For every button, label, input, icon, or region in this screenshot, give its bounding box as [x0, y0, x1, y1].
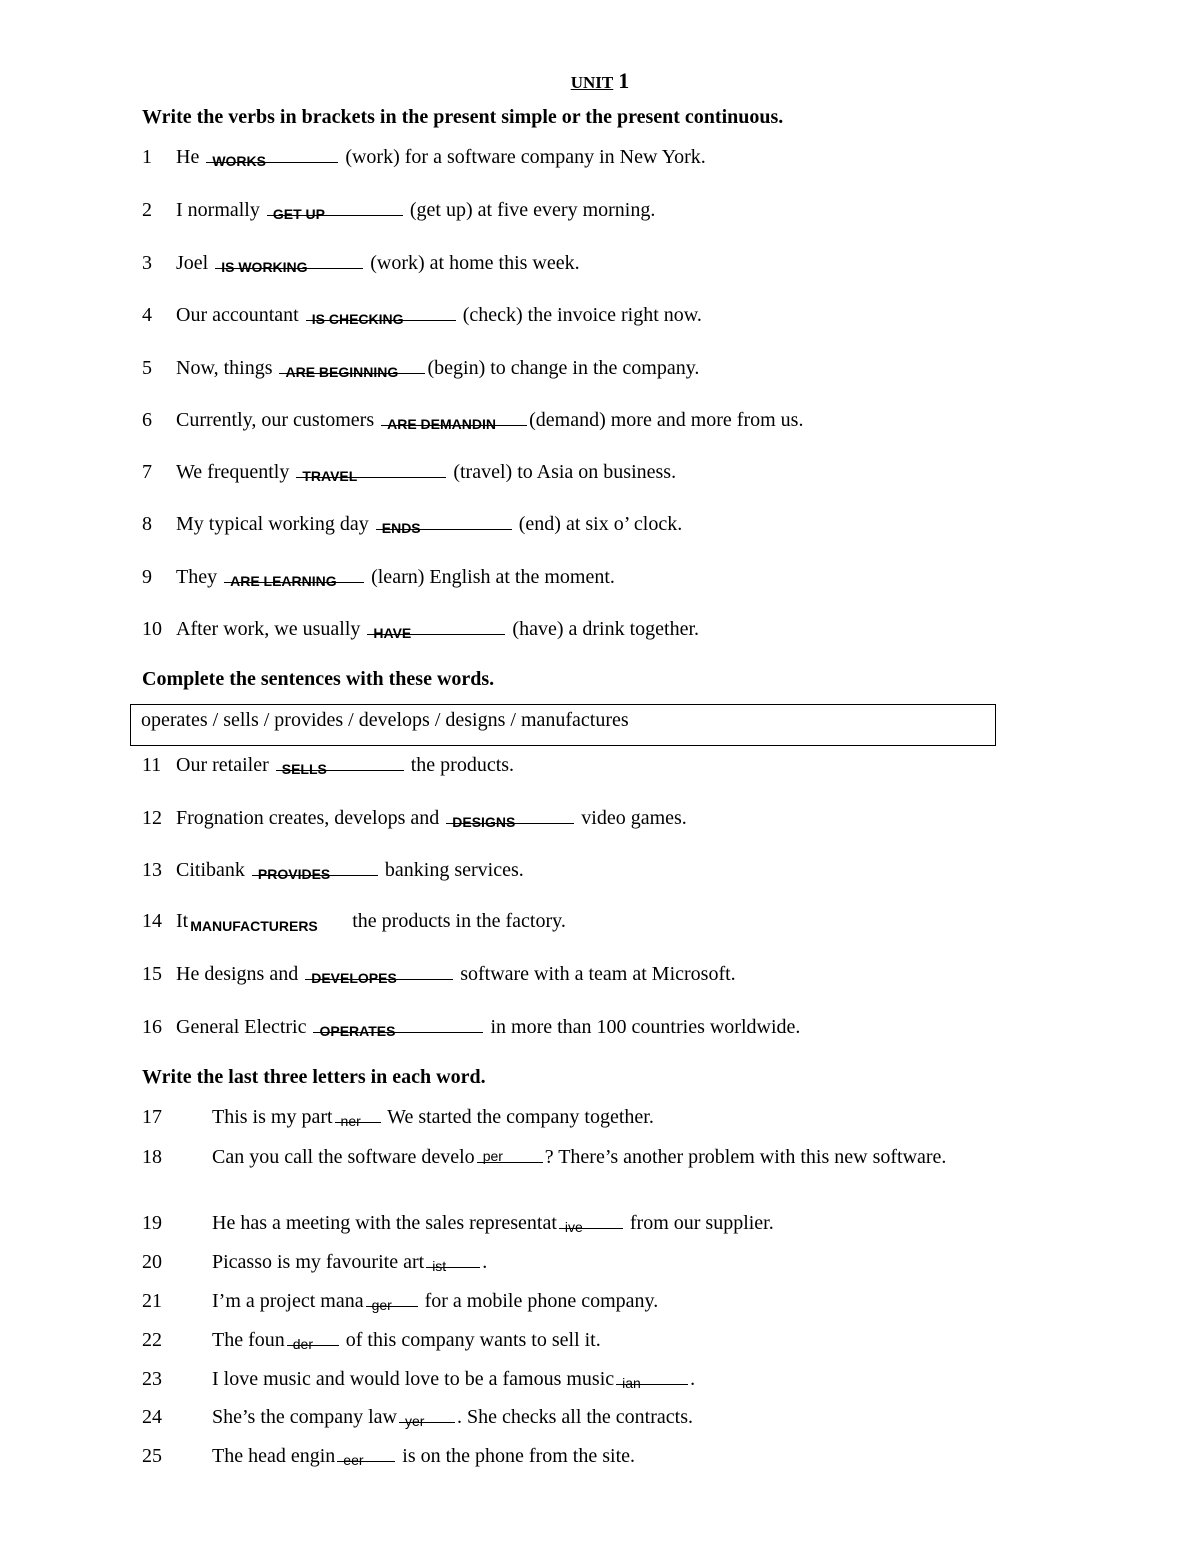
exercise-item-23: 23 I love music and would love to be a famous music ian .	[142, 1368, 696, 1391]
answer-blank[interactable]	[477, 1144, 543, 1163]
answer-text: eer	[343, 1452, 364, 1468]
exercise-item-6: 6 Currently, our customers ARE DEMANDIN (demand) more and more from us.	[142, 409, 804, 432]
answer-blank[interactable]	[306, 302, 456, 327]
answer-text: ENDS	[381, 520, 421, 536]
exercise-item-16: 16 General Electric OPERATES in more than 100 countries worldwide.	[142, 1016, 801, 1039]
exercise-item-21: 21 I’m a project mana ger for a mobile phone company.	[142, 1290, 659, 1313]
answer-blank[interactable]	[616, 1366, 688, 1391]
answer-text: ARE DEMANDIN	[387, 416, 496, 432]
answer-blank[interactable]	[206, 144, 338, 169]
page-title	[0, 68, 1200, 94]
exercise-item-9: 9 They ARE LEARNING (learn) English at the moment.	[142, 566, 615, 589]
exercise-item-13: 13 Citibank PROVIDES banking services.	[142, 859, 524, 882]
exercise-item-17: 17 This is my part ner We started the company together.	[142, 1106, 654, 1129]
answer-blank[interactable]	[267, 197, 403, 222]
answer-blank[interactable]	[337, 1443, 395, 1468]
word-box: operates / sells / provides / develops / designs / manufactures	[130, 704, 996, 746]
answer-text: OPERATES	[319, 1023, 396, 1039]
answer-text: ive	[564, 1219, 583, 1235]
answer-blank[interactable]	[252, 857, 378, 882]
answer-text: GET UP	[272, 206, 325, 222]
answer-blank[interactable]	[426, 1249, 480, 1274]
section2-heading: Complete the sentences with these words.	[142, 668, 495, 690]
answer-blank[interactable]	[367, 616, 505, 641]
exercise-item-7: 7 We frequently TRAVEL (travel) to Asia on business.	[142, 461, 677, 484]
answer-text: DEVELOPES	[311, 970, 397, 986]
section1-heading: Write the verbs in brackets in the present simple or the present continuous.	[142, 106, 784, 128]
exercise-item-2: 2 I normally GET UP (get up) at five every morning.	[142, 199, 656, 222]
exercise-item-12: 12 Frognation creates, develops and DESIGNS video games.	[142, 807, 687, 830]
answer-blank[interactable]	[296, 459, 446, 484]
answer-text: ARE BEGINNING	[285, 364, 399, 380]
answer-blank[interactable]	[366, 1288, 418, 1313]
exercise-item-8: 8 My typical working day ENDS (end) at six o’ clock.	[142, 513, 683, 536]
answer-blank[interactable]	[559, 1210, 623, 1235]
exercise-item-18: 18 Can you call the software develo per ? There’s another problem with this new software.	[142, 1144, 1058, 1170]
answer-blank[interactable]	[276, 752, 404, 777]
answer-text: ian	[622, 1375, 641, 1391]
answer-text: ARE LEARNING	[230, 573, 337, 589]
answer-text: per	[482, 1148, 503, 1164]
exercise-item-3: 3 Joel IS WORKING (work) at home this week.	[142, 252, 580, 275]
exercise-item-22: 22 The foun der of this company wants to sell it.	[142, 1329, 601, 1352]
answer-text: ger	[371, 1297, 392, 1313]
answer-text: IS WORKING	[221, 259, 308, 275]
exercise-item-4: 4 Our accountant IS CHECKING (check) the invoice right now.	[142, 304, 702, 327]
exercise-item-14: 14 It MANUFACTURERS the products in the factory.	[142, 910, 566, 934]
answer-blank[interactable]	[287, 1327, 339, 1352]
answer-text: WORKS	[212, 153, 266, 169]
answer-text: der	[292, 1336, 313, 1352]
answer-text: TRAVEL	[302, 468, 358, 484]
exercise-item-1: 1 He WORKS (work) for a software company in New York.	[142, 146, 706, 169]
answer-text: ist	[432, 1258, 447, 1274]
exercise-item-25: 25 The head engin eer is on the phone from the site.	[142, 1445, 636, 1468]
answer-text: yer	[404, 1413, 425, 1429]
answer-text: SELLS	[281, 761, 327, 777]
answer-blank[interactable]	[381, 407, 527, 432]
answer-blank[interactable]	[335, 1104, 381, 1129]
answer-text: PROVIDES	[257, 866, 331, 882]
answer-text: MANUFACTURERS	[190, 918, 318, 934]
answer-text: DESIGNS	[452, 814, 516, 830]
answer-text: HAVE	[373, 625, 412, 641]
answer-blank[interactable]	[305, 961, 453, 986]
answer-blank[interactable]	[279, 355, 425, 380]
exercise-item-24: 24 She’s the company law yer . She checks all the contracts.	[142, 1406, 693, 1429]
answer-blank[interactable]	[446, 805, 574, 830]
exercise-item-10: 10 After work, we usually HAVE (have) a drink together.	[142, 618, 699, 641]
answer-blank[interactable]	[215, 250, 363, 275]
answer-blank[interactable]	[376, 511, 512, 536]
answer-blank[interactable]	[399, 1404, 455, 1429]
exercise-item-19: 19 He has a meeting with the sales representat ive from our supplier.	[142, 1212, 774, 1235]
answer-blank[interactable]	[190, 909, 350, 934]
answer-blank[interactable]	[313, 1014, 483, 1039]
exercise-item-15: 15 He designs and DEVELOPES software with a team at Microsoft.	[142, 963, 736, 986]
answer-text: IS CHECKING	[311, 311, 404, 327]
exercise-item-5: 5 Now, things ARE BEGINNING (begin) to change in the company.	[142, 357, 700, 380]
answer-blank[interactable]	[224, 564, 364, 589]
unit-number: 1	[618, 68, 630, 93]
section3-heading: Write the last three letters in each word.	[142, 1066, 486, 1088]
exercise-item-20: 20 Picasso is my favourite art ist .	[142, 1251, 488, 1274]
answer-text: ner	[340, 1113, 361, 1129]
exercise-item-11: 11 Our retailer SELLS the products.	[142, 754, 515, 777]
unit-word: UNIT	[570, 73, 614, 92]
